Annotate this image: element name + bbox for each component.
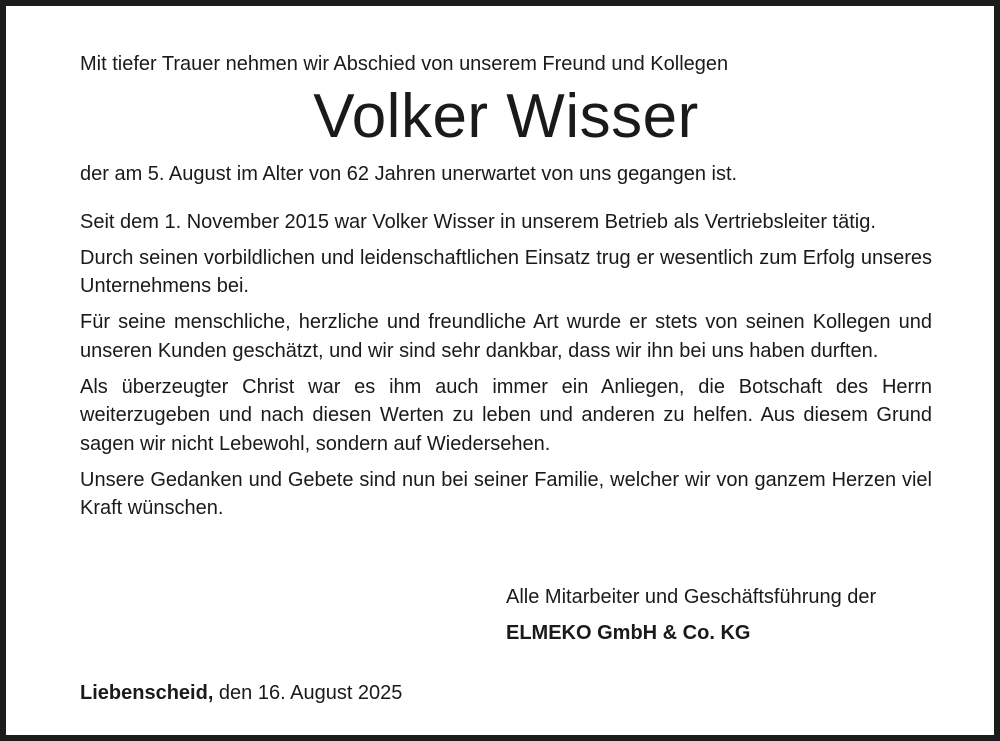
notice-date: den 16. August 2025 bbox=[213, 682, 403, 704]
place-name: Liebenscheid, bbox=[80, 682, 214, 704]
signature-block bbox=[506, 583, 932, 647]
tribute-paragraph-2: Durch seinen vorbildlichen und leidenschaftlichen Einsatz trug er wesentlich zum Erfolg unseres Unternehmens bei. bbox=[80, 246, 932, 298]
tribute-paragraphs bbox=[80, 208, 932, 523]
place-and-date bbox=[80, 679, 402, 707]
notice-body bbox=[80, 50, 932, 530]
tribute-paragraph-4: Als überzeugter Christ war es ihm auch immer ein Anliegen, die Botschaft des Herrn weiterzugeben und nach diesen Werten zu leben und anderen zu helfen. Aus diesem Grund sagen wir nicht Lebewohl, sondern auf Wiedersehen. bbox=[80, 375, 932, 455]
tribute-paragraph-3: Für seine menschliche, herzliche und freundliche Art wurde er stets von seinen Kollegen und unseren Kunden geschätzt, und wir sind sehr dankbar, dass wir ihn bei uns haben durften. bbox=[80, 311, 932, 362]
intro-line: Mit tiefer Trauer nehmen wir Abschied von unserem Freund und Kollegen bbox=[80, 53, 729, 75]
tribute-paragraph-5: Unsere Gedanken und Gebete sind nun bei seiner Familie, welcher wir von ganzem Herzen viel Kraft wünschen. bbox=[80, 468, 932, 520]
company-name: ELMEKO GmbH & Co. KG bbox=[506, 622, 751, 644]
passing-line: der am 5. August im Alter von 62 Jahren unerwartet von uns gegangen ist. bbox=[80, 163, 738, 185]
tribute-paragraph-1: Seit dem 1. November 2015 war Volker Wisser in unserem Betrieb als Vertriebsleiter tätig. bbox=[80, 211, 876, 233]
signature-line: Alle Mitarbeiter und Geschäftsführung der bbox=[506, 586, 877, 608]
deceased-name: Volker Wisser bbox=[313, 82, 699, 151]
